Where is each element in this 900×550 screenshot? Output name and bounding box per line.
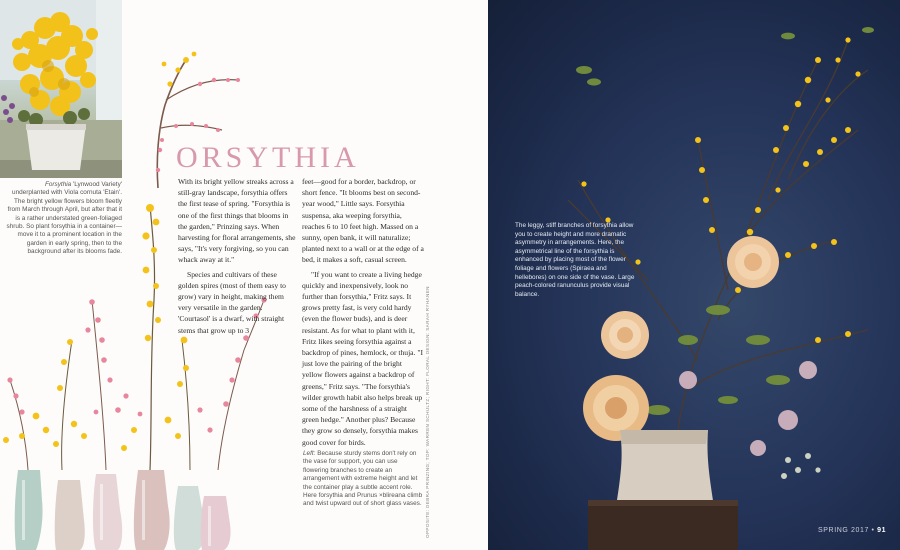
photo-credit: OPPOSITE: DEBRA PRINZING; TOP: WARREN SCHULTZ; RIGHT: FLORAL DESIGN: SARAH RYHANEN: [425, 286, 430, 538]
inset-caption-plant: Forsythia: [44, 181, 72, 188]
arrangement-caption: The leggy, stiff branches of forsythia allow you to create height and more dramatic asymmetry in arrangements. Here, the asymmetrical line of the forsythia is enhanced by placing most of the flower foliage and flowers (Spiraea and hellebores) on one side of the vase. Large peach-colored ranunculus provide visual balance.: [515, 222, 635, 298]
glass-vases: [15, 470, 231, 550]
caption-text: Because sturdy stems don't rely on the vase for support, you can use flowering branches to create an arrangement with extreme height and let the container play a subtle accent role. Here forsythia and Prunus ×blireana climb and twist upward out of short glass vases.: [303, 450, 423, 508]
article-title: ORSYTHIA: [176, 141, 360, 174]
inset-caption-text: underplanted with Viola cornuta 'Etain'. The bright yellow flowers bloom fleetly from March through April, but after that it is a rather understated green-foliaged shrub. So plant forsythia in a container—move it to a prominent location in the garden in early spring, then to the background after its blooms fade.: [6, 189, 122, 256]
vase-arrangement-caption: [303, 450, 423, 509]
paragraph: feet—good for a border, backdrop, or short fence. "It blooms best on second-year wood," Little says. Forsythia suspensa, aka weeping forsythia, reaches 6 to 10 feet high. Massed on a sunny, open bank, it will naturalize; planted next to a wall or at the edge of a bed, it makes a soft, casual screen.: [302, 177, 424, 265]
page-number: 91: [877, 527, 887, 534]
folio-season: SPRING 2017: [818, 527, 869, 534]
paragraph: Species and cultivars of these golden spires (most of them easy to grow) vary in height, making them very versatile in the garden. 'Courtasol' is a dwarf, with straight stems that grow up to 3: [178, 269, 286, 335]
page-folio: [818, 527, 886, 534]
folio-separator: •: [871, 527, 875, 534]
body-column-1: [178, 176, 296, 339]
inset-caption-variety: 'Lynwood Variety': [73, 181, 122, 188]
right-page-photo: [488, 0, 900, 550]
paragraph: With its bright yellow streaks across a still-gray landscape, forsythia offers the first tease of spring. "Forsythia is one of the first things that blooms in the garden," Prinzing says. When harvesting for floral arrangements, she says, "It's very forgiving, so you can whack away at it.": [178, 177, 296, 265]
paragraph: "If you want to create a living hedge quickly and inexpensively, look no further than forsythia," Fritz says. It grows pretty fast, is very cold hardy (even the flower buds), and is deer resistant. As for what to plant with it, Fritz likes seeing forsythia against a backdrop of pines, hemlock, or thuja. "I just love the pairing of the bright yellow flowers against a backdrop of greens," Fritz says. "The forsythia's wilder growth habit also helps break up some of the harshness of a straight green hedge." Another plus? Because they grow so densely, forsythia makes good cover for birds.: [302, 269, 423, 447]
body-column-2: [302, 176, 424, 451]
caption-lead: Left:: [303, 450, 316, 457]
